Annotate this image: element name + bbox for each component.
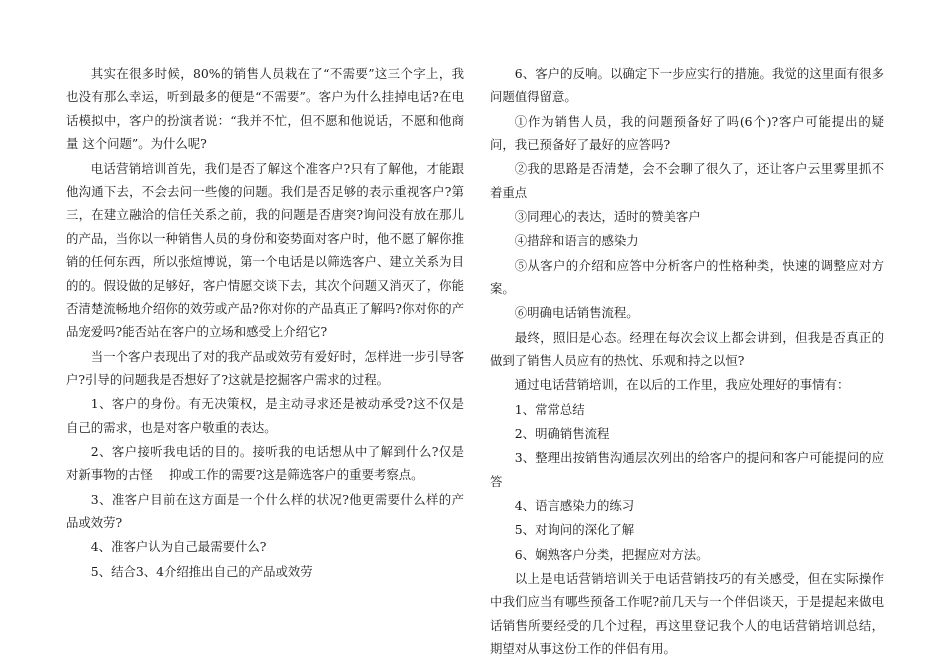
sub-item-1: ①作为销售人员，我的问题预备好了吗(6个)?客户可能提出的疑问，我已预备好了最好的应答吗? [490, 113, 884, 153]
sub-item-2: ②我的思路是否清楚，会不会聊了很久了，还让客户云里雾里抓不着重点 [490, 161, 884, 200]
list-item-5: 5、结合3、4介绍推出自己的产品或效劳 [90, 563, 313, 579]
list-item-1: 1、客户的身份。有无决策权，是主动寻求还是被动承受?这不仅是自己的需求，也是对客户敬重的表达。 [66, 396, 464, 435]
paragraph-things-to-handle: 通过电话营销培训，在以后的工作里，我应处理好的事情有： [514, 377, 850, 393]
todo-item-5: 5、对询问的深化了解 [514, 522, 635, 538]
list-item-4: 4、准客户认为自己最需要什么? [90, 539, 267, 555]
todo-item-6: 6、娴熟客户分类，把握应对方法。 [514, 546, 709, 562]
paragraph-conclusion: 以上是电话营销培训关于电话营销技巧的有关感受，但在实际操作中我们应当有哪些预备工作呢?前几天与一个伴侣谈天，于是提起来做电话销售所要经受的几个过程，再这里登记我个人的电话营销培训总结，期望对从事这份工作的伴侣有用。 [490, 570, 884, 657]
list-item-3: 3、准客户目前在这方面是一个什么样的状况?他更需要什么样的产品或效劳? [66, 491, 464, 531]
paragraph-attitude: 最终，照旧是心态。经理在每次会议上都会讲到，但我是否真正的做到了销售人员应有的热忱、乐观和持之以恒? [490, 329, 884, 369]
left-column [66, 62, 464, 583]
paragraph-intro: 其实在很多时候，80%的销售人员栽在了“不需要”这三个字上，我也没有那么幸运，听到最多的便是“不需要”。客户为什么挂掉电话?在电话模拟中，客户的扮演者说：“我并不忙，但不愿和他说话，不愿和他商量 这个问题”。为什么呢? [66, 66, 464, 152]
todo-item-4: 4、语言感染力的练习 [514, 498, 635, 513]
right-column [490, 62, 884, 661]
todo-item-1: 1、常常总结 [514, 401, 585, 417]
list-item-2: 2、客户接听我电话的目的。接听我的电话想从中了解到什么?仅是对新事物的古怪 抑或工作的需要?这是筛选客户的重要考察点。 [66, 444, 464, 483]
todo-item-2: 2、明确销售流程 [514, 426, 610, 441]
sub-item-4: ④措辞和语言的感染力 [514, 233, 639, 249]
todo-item-3: 3、整理出按销售沟通层次列出的给客户的提问和客户可能提问的应答 [490, 450, 884, 489]
sub-item-6: ⑥明确电话销售流程。 [514, 305, 639, 321]
paragraph-guiding: 当一个客户表现出了对的我产品或效劳有爱好时，怎样进一步引导客户?引导的问题我是否想好了?这就是挖掘客户需求的过程。 [66, 348, 464, 388]
sub-item-5: ⑤从客户的介绍和应答中分析客户的性格种类，快速的调整应对方案。 [490, 257, 884, 297]
list-item-6: 6、客户的反响。以确定下一步应实行的措施。我觉的这里面有很多问题值得留意。 [490, 66, 884, 105]
paragraph-training-first: 电话营销培训首先，我们是否了解这个准客户?只有了解他，才能跟他沟通下去，不会去问一些傻的问题。我们是否足够的表示重视客户?第三，在建立融洽的信任关系之前，我的问题是否唐突?询问没有放在那儿的产品，当你以一种销售人员的身份和姿势面对客户时，他不愿了解你推销的任何东西，所以张煊博说，第一个电话是以筛选客户、建立关系为目的的。假设做的足够好，客户情愿交谈下去，其次个问题又消灭了，你能否清楚流畅地介绍你的效劳或产品?你对你的产品真正了解吗?你对你的产品宠爱吗?能否站在客户的立场和感受上介绍它? [66, 160, 464, 340]
sub-item-3: ③同理心的表达，适时的赞美客户 [514, 209, 701, 225]
